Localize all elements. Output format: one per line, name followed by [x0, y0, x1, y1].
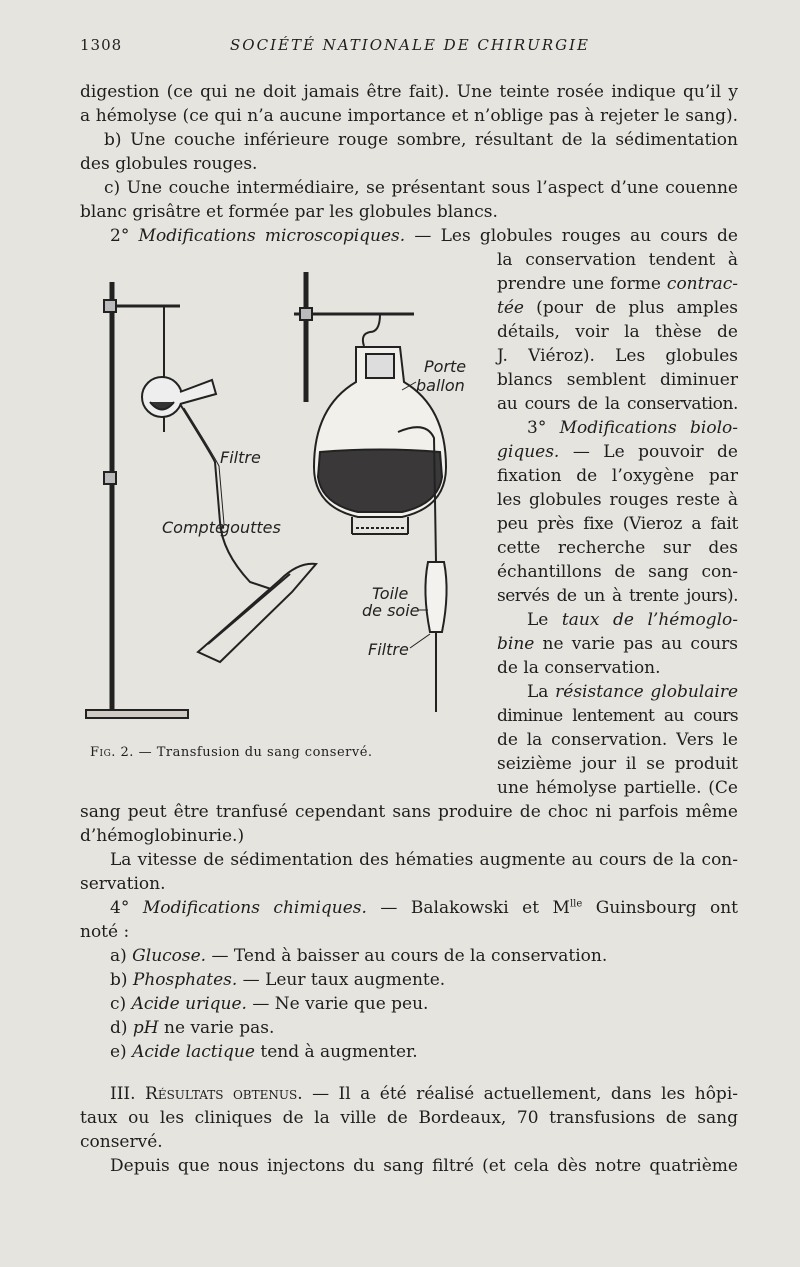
- text-line: bine ne varie pas au cours: [497, 634, 738, 654]
- list-item-acide-urique: c) Acide urique. — Ne varie que peu.: [110, 994, 429, 1014]
- text-line: d’hémoglobinurie.): [80, 826, 245, 846]
- text-line: blanc grisâtre et formée par les globules blancs.: [80, 202, 498, 222]
- text-line: blancs semblent diminuer: [497, 370, 738, 390]
- text-line: tée (pour de plus amples: [497, 298, 738, 318]
- text-line: de la conservation.: [497, 658, 661, 678]
- text-line: servation.: [80, 874, 166, 894]
- label-toile: Toile: [372, 584, 409, 603]
- figure-caption: Fig. 2. — Transfusion du sang conservé.: [90, 745, 373, 760]
- section-heading-chemical: 4° Modifications chimiques. — Balakowski et $M^{lle}$ Guinsbourg ont: [110, 898, 738, 918]
- text-line: taux ou les cliniques de la ville de Bordeaux, 70 transfusions de sang: [80, 1108, 738, 1128]
- label-de-soie: de soie: [362, 601, 420, 620]
- text-line: b) Une couche inférieure rouge sombre, résultant de la sédimentation: [104, 130, 738, 150]
- text-line: servés de un à trente jours).: [497, 586, 738, 606]
- section-heading-microscopic: 2° Modifications microscopiques. — Les globules rouges au cours de: [110, 226, 738, 246]
- section-heading-results: III. Résultats obtenus. — Il a été réalisé actuellement, dans les hôpi-: [110, 1084, 738, 1104]
- label-filtre-2: Filtre: [368, 640, 409, 659]
- text-line: prendre une forme contrac-: [497, 274, 738, 294]
- text-line: au cours de la conservation.: [497, 394, 738, 414]
- text-line: fixation de l’oxygène par: [497, 466, 738, 486]
- text-line: cette recherche sur des: [497, 538, 738, 558]
- text-line: J. Viéroz). Les globules: [497, 346, 738, 366]
- list-item-ph: d) pH ne varie pas.: [110, 1018, 275, 1038]
- text-line: c) Une couche intermédiaire, se présentant sous l’aspect d’une couenne: [104, 178, 738, 198]
- text-line: conservé.: [80, 1132, 163, 1152]
- label-compte: Compte: [162, 518, 225, 537]
- text-line: La vitesse de sédimentation des hématies augmente au cours de la con-: [110, 850, 738, 870]
- text-line: noté :: [80, 922, 130, 942]
- text-line: Le taux de l’hémoglo-: [527, 610, 738, 630]
- list-item-glucose: a) Glucose. — Tend à baisser au cours de la conservation.: [110, 946, 608, 966]
- transfusion-figure: [80, 262, 480, 732]
- text-line: a hémolyse (ce qui n’a aucune importance et n’oblige pas à rejeter le sang).: [80, 106, 738, 126]
- text-line: sang peut être tranfusé cependant sans produire de choc ni parfois même: [80, 802, 738, 822]
- page-header: [80, 36, 740, 58]
- list-item-acide-lactique: e) Acide lactique tend à augmenter.: [110, 1042, 418, 1062]
- text-line: de la conservation. Vers le: [497, 730, 738, 750]
- text-line: des globules rouges.: [80, 154, 258, 174]
- text-line: La résistance globulaire: [527, 682, 738, 702]
- text-line: les globules rouges reste à: [497, 490, 738, 510]
- label-ballon: ballon: [416, 376, 465, 395]
- label-porte: Porte: [424, 357, 467, 376]
- running-title: SOCIÉTÉ NATIONALE DE CHIRURGIE: [230, 36, 590, 54]
- list-item-phosphates: b) Phosphates. — Leur taux augmente.: [110, 970, 446, 990]
- text-line: diminue lentement au cours: [497, 706, 738, 726]
- text-line: échantillons de sang con-: [497, 562, 738, 582]
- label-gouttes: gouttes: [220, 518, 281, 537]
- transfusion-apparatus-illustration: [80, 262, 480, 732]
- text-line: la conservation tendent à: [497, 250, 738, 270]
- page-number: 1308: [80, 36, 123, 54]
- text-line: une hémolyse partielle. (Ce: [497, 778, 738, 798]
- text-line: digestion (ce qui ne doit jamais être fait). Une teinte rosée indique qu’il y: [80, 82, 738, 102]
- section-heading-biologic: 3° Modifications biolo-: [527, 418, 738, 438]
- text-line: peu près fixe (Vieroz a fait: [497, 514, 738, 534]
- text-line: Depuis que nous injectons du sang filtré (et cela dès notre quatrième: [110, 1156, 738, 1176]
- label-filtre-1: Filtre: [220, 448, 261, 467]
- text-line: seizième jour il se produit: [497, 754, 738, 774]
- text-line: détails, voir la thèse de: [497, 322, 738, 342]
- text-line: giques. — Le pouvoir de: [497, 442, 738, 462]
